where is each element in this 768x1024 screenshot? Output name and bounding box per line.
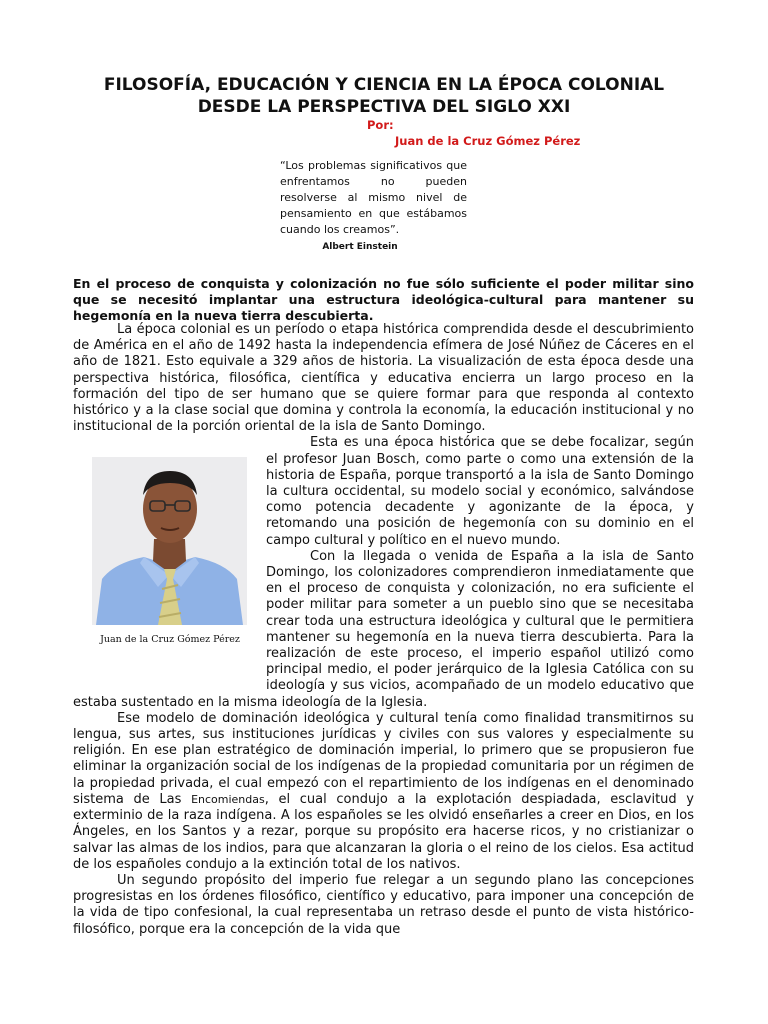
author-portrait-image bbox=[92, 457, 247, 625]
title-line-2: DESDE LA PERSPECTIVA DEL SIGLO XXI bbox=[197, 97, 571, 117]
paragraph-4 bbox=[73, 711, 694, 873]
title-line-1: FILOSOFÍA, EDUCACIÓN Y CIENCIA EN LA ÉPOCA COLONIAL bbox=[103, 75, 665, 95]
paragraph-4-text-a: Ese modelo de dominación ideológica y cultural tenía como finalidad transmitirnos su lengua, sus artes, sus instituciones jurídicas y civiles con sus valores y especialmente su religión. En ese plan estratégico de dominación imperial, lo primero que se propusieron fue eliminar la organización social de los indígenas de la propiedad comunitaria por un régimen de la propiedad privada, el cual empezó con el repartimiento de los indígenas en el denominado sistema de Las bbox=[73, 710, 694, 807]
photo-caption: Juan de la Cruz Gómez Pérez bbox=[100, 634, 240, 646]
paragraph-1-intro bbox=[73, 322, 694, 435]
paragraph-2-text: Esta es una época histórica que se debe focalizar, según el profesor Juan Bosch, como parte o como una extensión de la historia de España, porque transportó a la isla de Santo Domingo la cultura occidental, su modelo social y económico, salvándose como potencia decadente y agonizante de la época, y retomando una posición de hegemonía con su dominio en el campo cultural y político en el nuevo mundo. bbox=[266, 435, 694, 548]
paragraph-3-text: Con la llegada o venida de España a la isla de Santo Domingo, los colonizadores comprendieron inmediatamente que en el proceso de conquista y colonización, no era suficiente el poder militar para someter a un pueblo sino que se necesitaba crear toda una estructura ideológica y cultural que le permitiera mantener su hegemonía en la nueva tierra descubierta. Para la realización de este proceso, el imperio español utilizó como principal medio, el poder jerárquico de la Iglesia Católica con su ideología y sus vicios, acompañado de un modelo educativo que estaba sustentado en la misma ideología de la Iglesia. bbox=[73, 548, 694, 710]
article-body bbox=[73, 322, 694, 938]
author-photo bbox=[92, 457, 247, 625]
paragraph-4-term: Encomiendas bbox=[191, 792, 265, 806]
author-photo-figure bbox=[84, 435, 256, 681]
epigraph-quote: “Los problemas significativos que enfrentamos no pueden resolverse al mismo nivel de pensamiento en que estábamos cuando los creamos”. bbox=[280, 159, 467, 236]
paragraph-5-text: Un segundo propósito del imperio fue relegar a un segundo plano las concepciones progresistas en los órdenes filosófico, científico y educativo, para imponer una concepción de la vida de tipo confesional, la cual representaba un retraso desde el punto de vista histórico-filosófico, porque era la concepción de la vida que bbox=[73, 872, 694, 937]
paragraph-5 bbox=[73, 873, 694, 938]
paragraph-4-text-b: , el cual condujo a la explotación despiadada, esclavitud y exterminio de la raza indígena. A los españoles se les olvidó enseñarles a creer en Dios, en los Ángeles, en los Santos y a rezar, porque su propósito era hacerse ricos, y no cristianizar o salvar las almas de los indios, para que alcanzaran la gloria o el reino de los cielos. Esa actitud de los españoles condujo a la extinción total de los nativos. bbox=[73, 791, 695, 872]
article-title bbox=[40, 74, 728, 118]
byline-author: Juan de la Cruz Gómez Pérez bbox=[395, 134, 581, 148]
epigraph-author: Albert Einstein bbox=[322, 242, 398, 252]
paragraph-1-text: La época colonial es un período o etapa histórica comprendida desde el descubrimiento de América en el año de 1492 hasta la independencia efímera de José Núñez de Cáceres en el año de 1821. Esto equivale a 329 años de historia. La visualización de esta época desde una perspectiva histórica, filosófica, científica y educativa encierra un largo proceso en la formación del tipo de ser humano que se quiere formar para que responda al contexto histórico y a la clase social que domina y controla la economía, la educación institucional y no institucional de la porción oriental de la isla de Santo Domingo. bbox=[73, 322, 694, 435]
byline-label: Por: bbox=[367, 118, 394, 132]
lead-paragraph: En el proceso de conquista y colonización no fue sólo suficiente el poder militar sino que se necesitó implantar una estructura ideológica-cultural para mantener su hegemonía en la nueva tierra descubierta. bbox=[73, 276, 694, 323]
